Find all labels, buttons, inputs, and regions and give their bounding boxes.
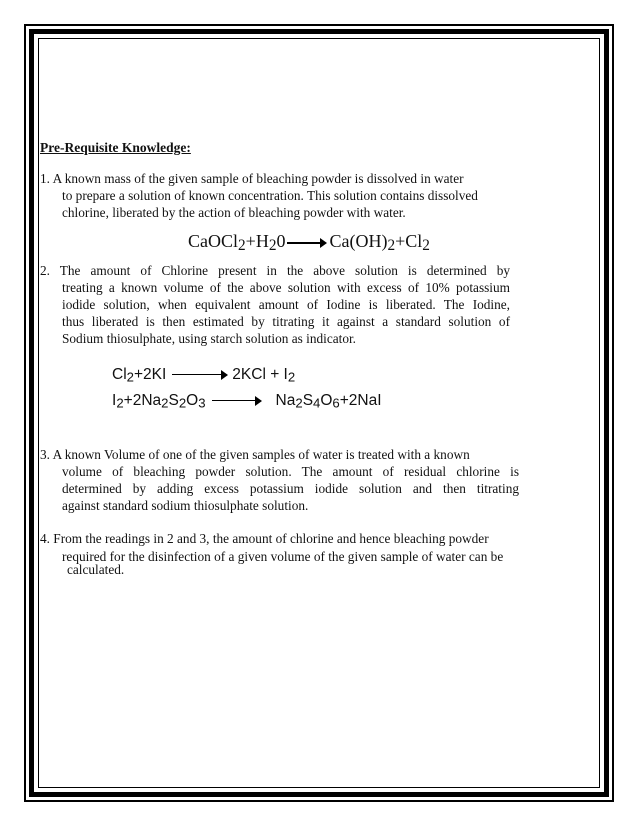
item4-line3: calculated. — [67, 562, 125, 577]
equation-bleaching-hydrolysis: $CaOCl_2+H_20$ $Ca(OH)_2+Cl_2$ — [188, 231, 430, 254]
item1-line2: to prepare a solution of known concentration. This solution contains dissolved — [62, 188, 478, 203]
item1-line1: 1. A known mass of the given sample of bleaching powder is dissolved in water — [40, 171, 464, 186]
item4-line1: 4. From the readings in 2 and 3, the amount of chlorine and hence bleaching powder — [40, 531, 489, 546]
item2-line2: treating a known volume of the above solution with excess of 10% potassium — [62, 280, 510, 295]
item3-line4: against standard sodium thiosulphate solution. — [62, 498, 309, 513]
reaction-arrow-icon — [212, 400, 260, 401]
section-heading: Pre-Requisite Knowledge: — [40, 140, 191, 155]
item2-line3: iodide solution, when equivalent amount of Iodine is liberated. The Iodine, — [62, 297, 510, 312]
reaction-arrow-icon — [287, 242, 325, 244]
item1-line3: chlorine, liberated by the action of bleaching powder with water. — [62, 205, 406, 220]
item2-line5: Sodium thiosulphate, using starch solution as indicator. — [62, 331, 356, 346]
item4-line2: required for the disinfection of a given volume of the given sample of water can be — [62, 549, 504, 564]
item2-line1: 2. The amount of Chlorine present in the above solution is determined by — [40, 263, 510, 278]
item3-line1: 3. A known Volume of one of the given samples of water is treated with a known — [40, 447, 470, 462]
reaction-arrow-icon — [172, 374, 226, 375]
equation-iodine-thiosulphate: $I_2+2Na_2S_2O_3$ $Na_2S_4O_6+2NaI$ — [112, 392, 382, 411]
item2-line4: thus liberated is then estimated by titrating it against a standard solution of — [62, 314, 510, 329]
item3-line3: determined by adding excess potassium iodide solution and then titrating — [62, 481, 519, 496]
item3-line2: volume of bleaching powder solution. The amount of residual chlorine is — [62, 464, 519, 479]
equation-chlorine-iodide: $Cl_2+2KI$ $2KCl + I_2$ — [112, 366, 296, 385]
